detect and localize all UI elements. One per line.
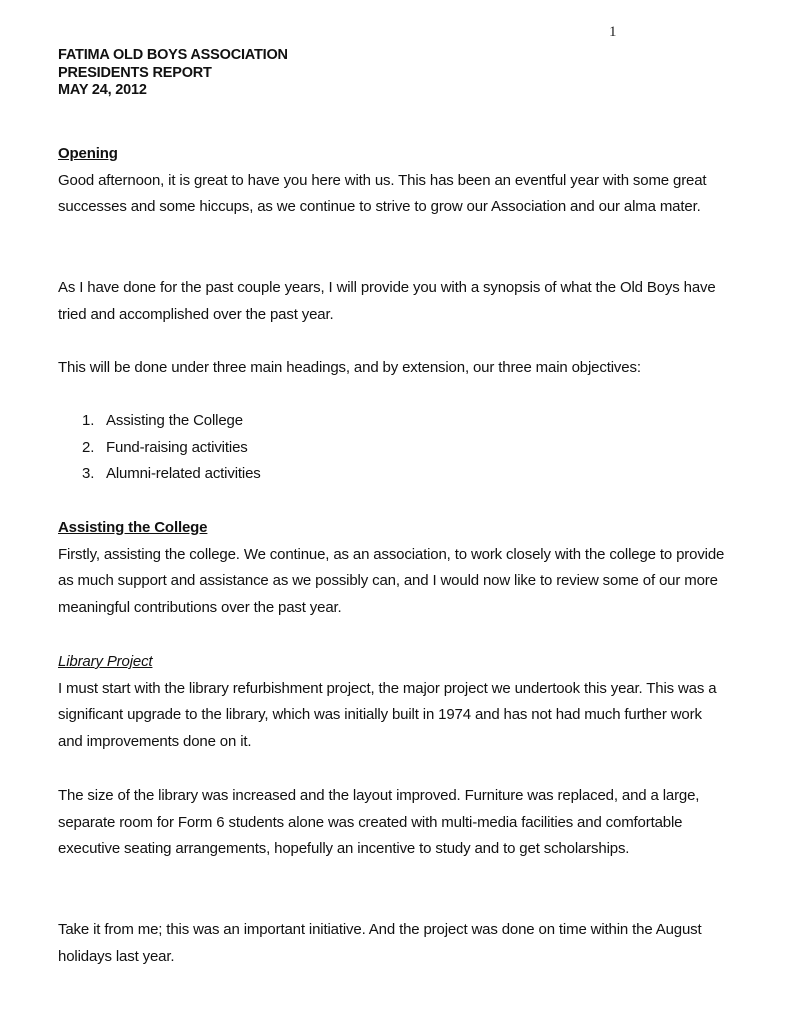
objective-number: 1. — [82, 412, 95, 429]
assisting-paragraph: Firstly, assisting the college. We continue, as an association, to work closely with the college to provide as much support and assistance as we possibly can, and I would now like to review some of our more meaningful contributions over the past year. — [58, 545, 725, 617]
library-paragraph-1: I must start with the library refurbishment project, the major project we undertook this year. This was a significant upgrade to the library, which was initially built in 1974 and has not had much further work and improvements done on it. — [58, 679, 717, 751]
report-title: PRESIDENTS REPORT — [58, 64, 212, 81]
objective-label: Alumni-related activities — [106, 465, 261, 483]
library-heading: Library Project — [58, 653, 153, 670]
opening-paragraph-1: Good afternoon, it is great to have you here with us. This has been an eventful year with some great successes and some hiccups, as we continue to strive to grow our Association and our alma mater. — [58, 171, 707, 216]
objective-item — [82, 435, 261, 462]
objective-number: 3. — [82, 465, 95, 483]
organization-name: FATIMA OLD BOYS ASSOCIATION — [58, 47, 288, 63]
opening-paragraph-2: As I have done for the past couple years, I will provide you with a synopsis of what the Old Boys have tried and accomplished over the past year. — [58, 279, 716, 323]
opening-paragraph-2-block — [58, 275, 738, 328]
objective-item — [82, 461, 261, 488]
objective-label: Assisting the College — [106, 412, 243, 429]
assisting-section — [58, 515, 738, 622]
page-number: 1 — [609, 24, 617, 40]
opening-section — [58, 141, 738, 221]
objective-number: 2. — [82, 438, 95, 456]
opening-heading: Opening — [58, 145, 118, 162]
library-paragraph-2-block — [58, 783, 738, 863]
report-date: MAY 24, 2012 — [58, 82, 147, 98]
document-header — [58, 47, 288, 100]
library-paragraph-3-block — [58, 917, 738, 970]
library-paragraph-2: The size of the library was increased and the layout improved. Furniture was replaced, and a large, separate room for Form 6 students alone was created with multi-media facilities and comfortable executive seating arrangements, hopefully an incentive to study and to get scholarships. — [58, 787, 700, 858]
library-paragraph-3: Take it from me; this was an important initiative. And the project was done on time within the August holidays last year. — [58, 921, 702, 965]
objectives-list — [82, 408, 261, 488]
objective-item — [82, 408, 261, 435]
objective-label: Fund-raising activities — [106, 438, 248, 456]
assisting-heading: Assisting the College — [58, 519, 208, 536]
opening-paragraph-3: This will be done under three main headings, and by extension, our three main objectives: — [58, 359, 641, 376]
library-section — [58, 649, 738, 756]
opening-paragraph-3-block — [58, 355, 738, 382]
